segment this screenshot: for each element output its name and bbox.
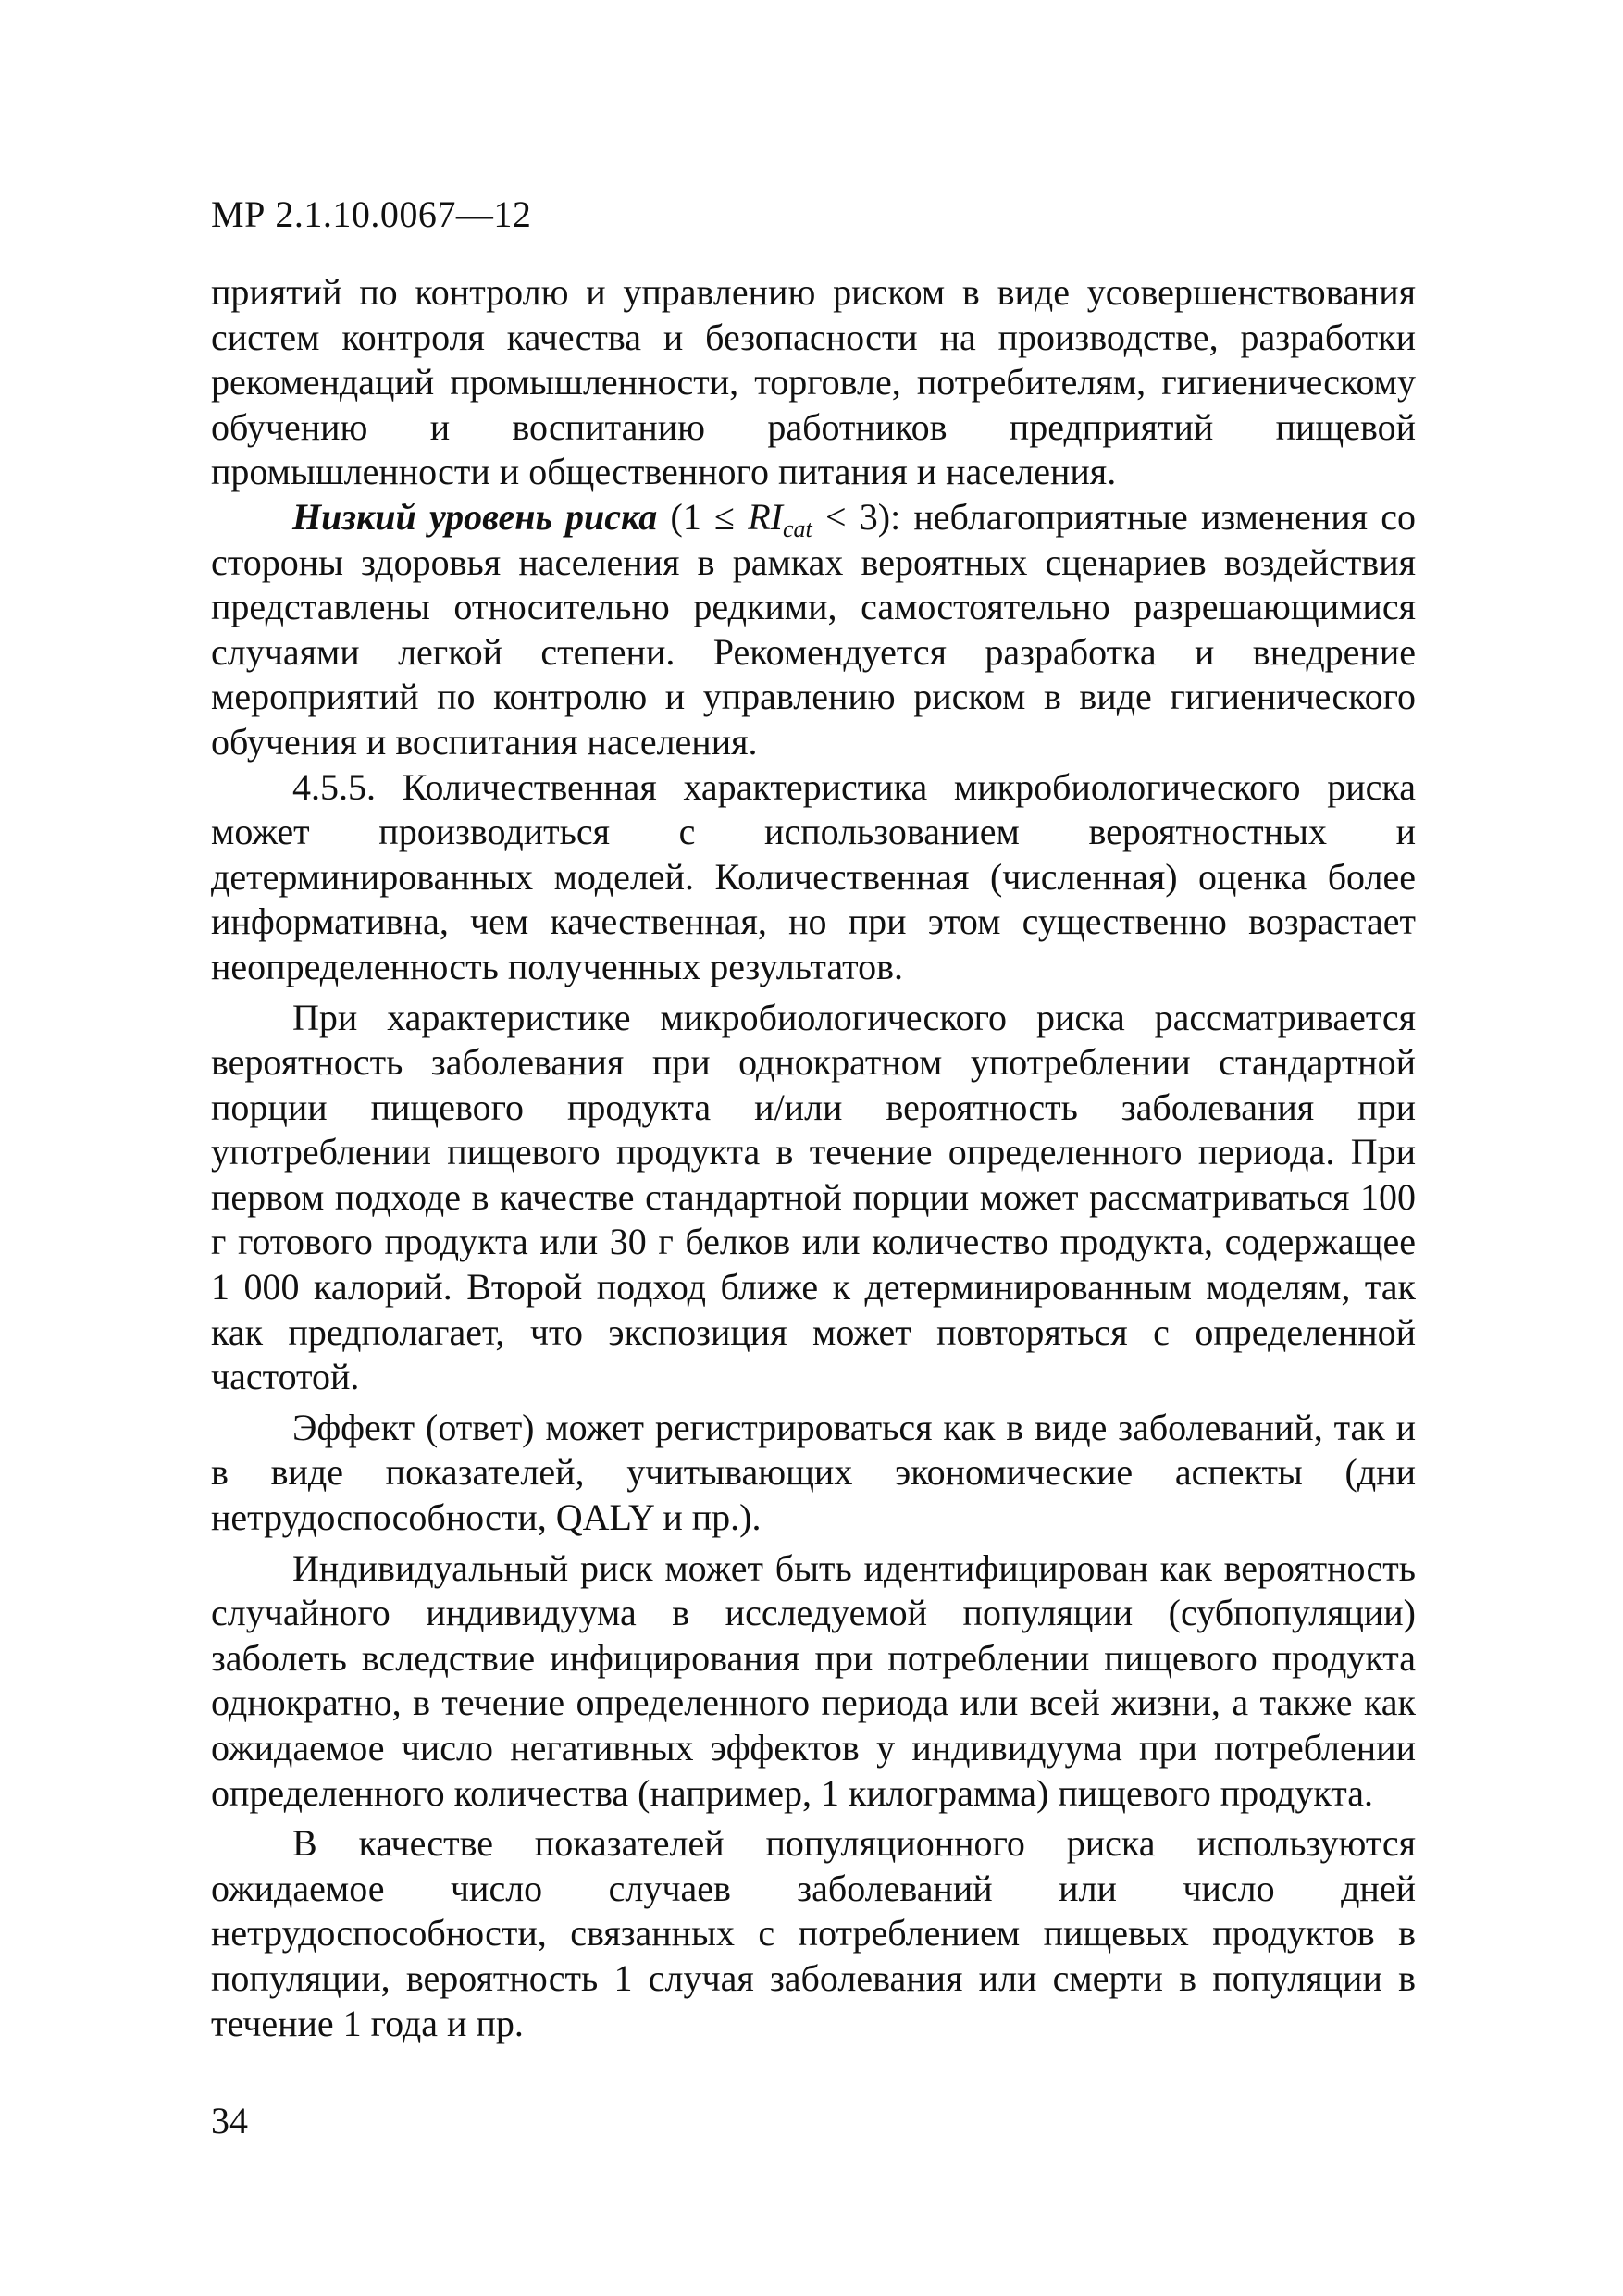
- formula-open: (1 ≤: [670, 495, 749, 538]
- paragraph-low-risk: [211, 495, 1416, 765]
- risk-index-formula: [670, 495, 891, 542]
- paragraph-population-risk: В качестве показателей популяционного риска используются ожидаемое число случаев заболеваний или число дней нетрудоспособности, связанных с потреблением пищевых продуктов в популяции, вероятность 1 случая заболевания или смерти в популяции в течение 1 года и пр.: [211, 1822, 1416, 2044]
- low-risk-description: : неблагоприятные изменения со стороны здоровья населения в рамках вероятных сценариев воздействия представлены относительно редкими, самостоятельно разрешающимися случаями легкой степени. Рекомендуется разработка и внедрение мероприятий по контролю и управлению риском в виде гигиенического обучения и воспитания населения.: [211, 495, 1417, 763]
- paragraph-characteristic: При характеристике микробиологического риска рассматривается вероятность заболевания при однократном употреблении стандартной порции пищевого продукта и/или вероятность заболевания при употреблении пищевого продукта в течение определенного периода. При первом подходе в качестве стандартной порции может рассматриваться 100 г готового продукта или 30 г белков или количество продукта, содержащее 1 000 калорий. Второй подход ближе к детерминированным моделям, так как предполагает, что экспозиция может повторяться с определенной частотой.: [211, 996, 1416, 1398]
- page-header-doc-id: МР 2.1.10.0067—12: [211, 193, 532, 235]
- page-number: 34: [211, 2100, 248, 2141]
- paragraph-individual-risk: Индивидуальный риск может быть идентифицирован как вероятность случайного индивидуума в исследуемой популяции (субпопуляции) заболеть вследствие инфицирования при потреблении пищевого продукта однократно, в течение определенного периода или всей жизни, а также как ожидаемое число негативных эффектов у индивидуума при потреблении определенного количества (например, 1 килограмма) пищевого продукта.: [211, 1546, 1416, 1814]
- paragraph-continuation: приятий по контролю и управлению риском в виде усовершенствования систем контроля качества и безопасности на производстве, разработки рекомендаций промышленности, торговле, потребителям, гигиеническому обучению и воспитанию работников предприятий пищевой промышленности и общественного питания и населения.: [211, 271, 1416, 493]
- low-risk-term: Низкий уровень риска: [292, 495, 658, 538]
- formula-variable: RI: [748, 495, 783, 538]
- formula-close: < 3): [812, 495, 891, 538]
- formula-subscript: cat: [782, 515, 812, 542]
- paragraph-effect: Эффект (ответ) может регистрироваться как в виде заболеваний, так и в виде показателей, учитывающих экономические аспекты (дни нетрудоспособности, QALY и пр.).: [211, 1406, 1416, 1539]
- body-text: [211, 270, 1416, 2046]
- paragraph-4-5-5: 4.5.5. Количественная характеристика микробиологического риска может производиться с использованием вероятностных и детерминированных моделей. Количественная (численная) оценка более информативна, чем качественная, но при этом существенно возрастает неопределенность полученных результатов.: [211, 765, 1416, 987]
